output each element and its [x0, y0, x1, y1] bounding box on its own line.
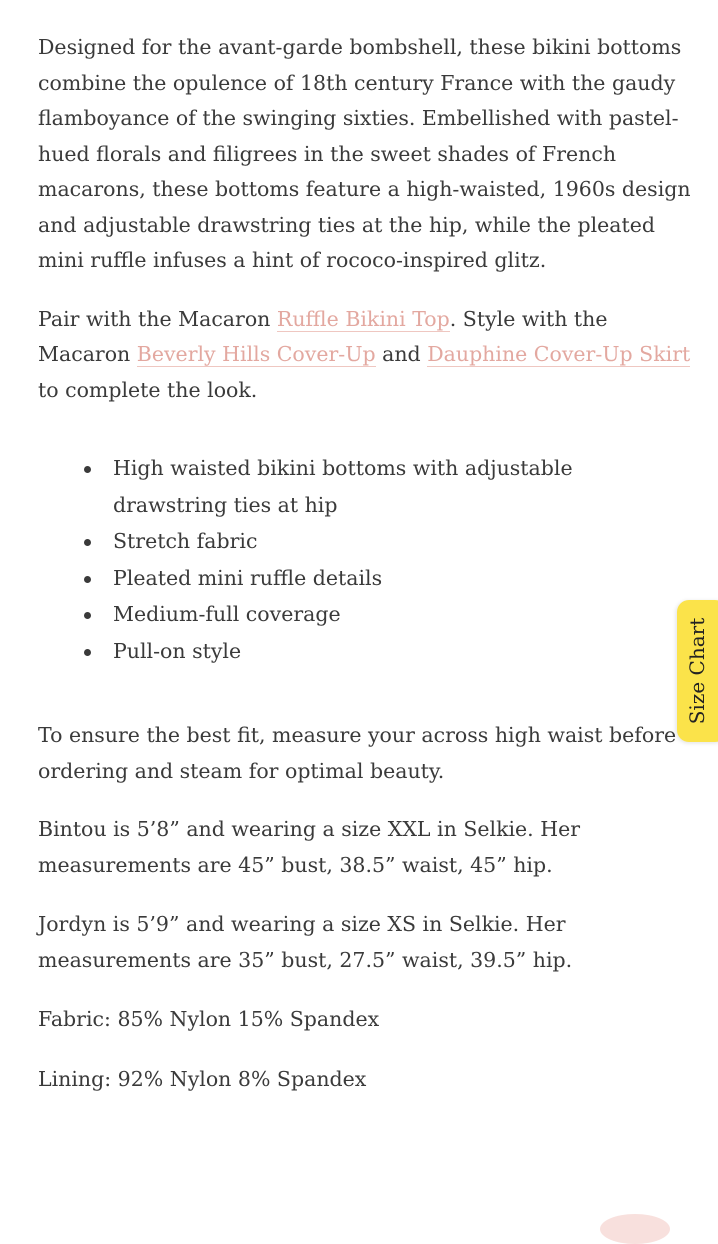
pairing-middle-1: . Style with the Macaron: [38, 306, 608, 366]
pairing-middle-2: and: [375, 342, 428, 366]
feature-item: [113, 596, 706, 633]
feature-item: [113, 450, 706, 523]
feature-item: [113, 633, 706, 670]
model-info-jordyn: Jordyn is 5’9” and wearing a size XS in Selkie. Her measurements are 35” bust, 27.5” waist, 39.5” hip.: [38, 912, 573, 972]
feature-text: Pull-on style: [113, 638, 242, 663]
pairing-suffix: to complete the look.: [38, 377, 258, 402]
feature-text: Pleated mini ruffle details: [113, 565, 383, 590]
bullet-icon: [84, 466, 91, 473]
dauphine-cover-up-skirt-link[interactable]: Dauphine Cover-Up Skirt: [427, 342, 691, 366]
bullet-icon: [84, 576, 91, 583]
model-info-bintou: Bintou is 5’8” and wearing a size XXL in Selkie. Her measurements are 45” bust, 38.5” waist, 45” hip.: [38, 817, 581, 877]
fit-note: [38, 718, 706, 789]
feature-item: [113, 560, 706, 597]
lining-composition: Lining: 92% Nylon 8% Spandex: [38, 1066, 367, 1091]
feature-text: Stretch fabric: [113, 529, 258, 553]
feature-text: Medium-full coverage: [113, 602, 341, 626]
bullet-icon: [84, 612, 91, 619]
size-chart-label: Size Chart: [685, 617, 709, 725]
fit-note-line-1: To ensure the best fit, measure your across high waist before: [38, 723, 677, 747]
description-paragraph: Designed for the avant-garde bombshell, these bikini bottoms combine the opulence of 18th century France with the gaudy flamboyance of the swinging sixties. Embellished with pastel-hued florals and filigrees in the sweet shades of French macarons, these bottoms feature a high-waisted, 1960s design and adjustable drawstring ties at the hip, while the pleated mini ruffle infuses a hint of rococo-inspired glitz.: [38, 35, 691, 272]
feature-item: [113, 523, 706, 560]
size-chart-button[interactable]: [677, 600, 718, 742]
ruffle-bikini-top-link[interactable]: Ruffle Bikini Top: [276, 306, 450, 331]
fabric-composition: Fabric: 85% Nylon 15% Spandex: [38, 1007, 380, 1031]
floating-chat-button[interactable]: [600, 1214, 670, 1244]
product-description: [38, 30, 706, 1097]
beverly-hills-cover-up-link[interactable]: Beverly Hills Cover-Up: [136, 342, 376, 366]
bullet-icon: [84, 539, 91, 546]
fit-note-line-2: ordering and steam for optimal beauty.: [38, 758, 445, 783]
pairing-paragraph: [38, 302, 706, 409]
feature-list: [38, 450, 706, 669]
pairing-prefix: Pair with the Macaron: [38, 306, 277, 331]
feature-text: High waisted bikini bottoms with adjustable drawstring ties at hip: [113, 456, 573, 517]
bullet-icon: [84, 649, 91, 656]
